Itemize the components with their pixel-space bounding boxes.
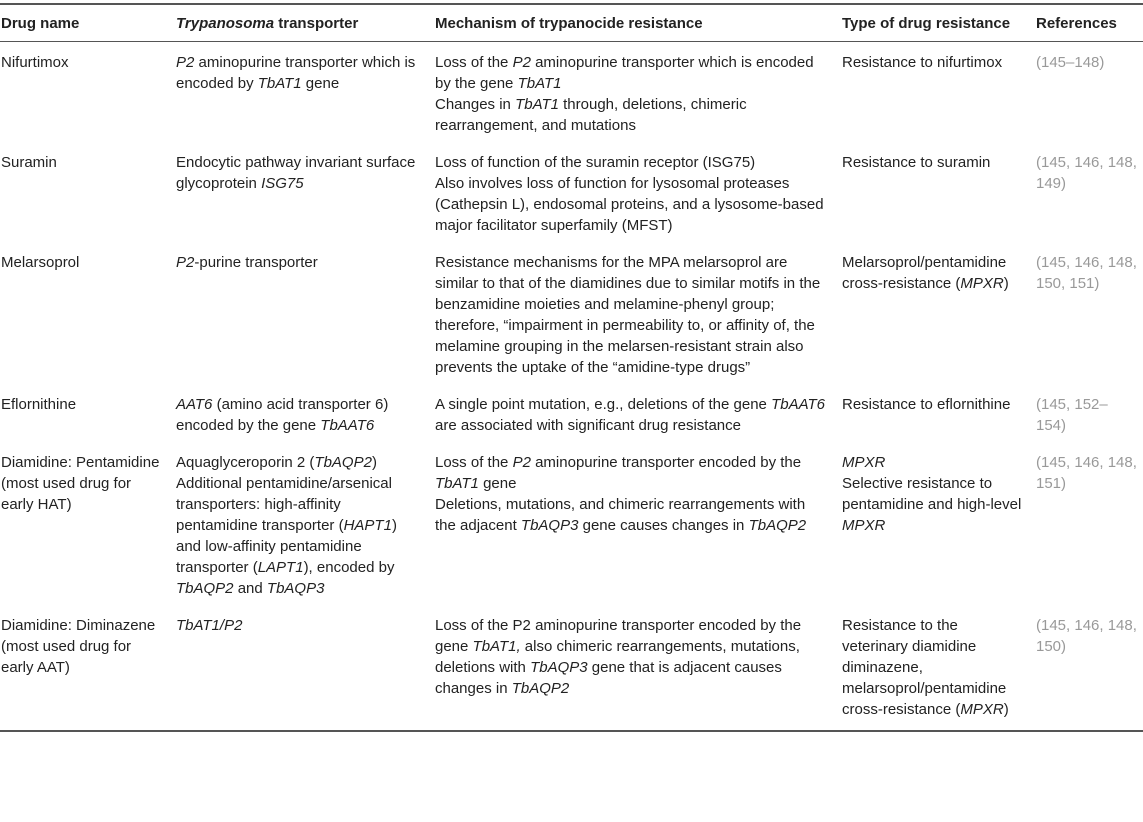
header-mechanism: Mechanism of trypanocide resistance (435, 15, 703, 32)
mechanism-text: Deletions, mutations, and chimeric rearrangements with the adjacent (435, 496, 806, 534)
transporter-text: Endocytic pathway invariant surface glycoprotein (176, 154, 416, 192)
transporter-text: HAPT1 (343, 517, 392, 534)
mechanism-line (435, 452, 830, 494)
mechanism-text: TbAQP2 (748, 517, 807, 534)
table-row (0, 442, 1143, 605)
cell-drug-name: Melarsoprol (1, 254, 80, 271)
cell-resistance-type (836, 242, 1030, 384)
table-row (0, 384, 1143, 442)
cell-references: (145, 146, 148, 149) (1036, 154, 1137, 192)
cell-drug-name: Suramin (1, 154, 57, 171)
table-body (0, 42, 1143, 732)
cell-mechanism (429, 42, 836, 143)
transporter-text: gene (301, 75, 340, 92)
resistance-type-line (842, 394, 1024, 415)
cell-drug-name: Diamidine: Pentamidine (most used drug for early HAT) (1, 454, 160, 513)
cell-transporter (170, 42, 429, 143)
resistance-type-text: Resistance to nifurtimox (842, 54, 1003, 71)
mechanism-text: gene (478, 475, 517, 492)
mechanism-line (435, 394, 830, 436)
mechanism-text: gene causes changes in (578, 517, 749, 534)
resistance-type-text: Resistance to the veterinary diamidine diminazene, melarsoprol/pentamidine cross-resistance ( (842, 617, 1007, 718)
transporter-text: TbAQP2 (176, 580, 234, 597)
table-row (0, 42, 1143, 143)
transporter-text: TbAT1 (257, 75, 302, 92)
mechanism-text: Also involves loss of function for lysosomal proteases (Cathepsin L), endosomal proteins, and a lysosome-based major facilitator superfamily (MFST) (435, 175, 824, 234)
transporter-text: TbAT1/P2 (176, 617, 243, 634)
table-row (0, 142, 1143, 242)
cell-mechanism (429, 242, 836, 384)
cell-resistance-type (836, 142, 1030, 242)
resistance-type-text: Selective resistance to pentamidine and high-level (842, 475, 1022, 513)
cell-mechanism (429, 442, 836, 605)
mechanism-text: P2 (512, 54, 531, 71)
transporter-line (176, 473, 423, 599)
transporter-text: TbAQP2 (314, 454, 372, 471)
cell-transporter (170, 242, 429, 384)
mechanism-line (435, 152, 830, 173)
mechanism-line (435, 252, 830, 378)
transporter-text: ) and low-affinity pentamidine transporter ( (176, 517, 397, 576)
header-drug-name: Drug name (1, 15, 80, 32)
transporter-line (176, 52, 423, 94)
cell-mechanism (429, 142, 836, 242)
resistance-type-text: ) (1003, 275, 1009, 292)
transporter-line (176, 252, 423, 273)
mechanism-text: TbAT1 (435, 475, 479, 492)
resistance-type-line (842, 473, 1024, 536)
transporter-text: -purine transporter (194, 254, 318, 271)
transporter-text: ISG75 (261, 175, 304, 192)
resistance-type-line (842, 615, 1024, 720)
mechanism-text: Loss of the (435, 454, 513, 471)
resistance-type-text: Resistance to suramin (842, 154, 991, 171)
resistance-type-text: Resistance to eflornithine (842, 396, 1011, 413)
transporter-text: Additional pentamidine/arsenical transporters: high-affinity pentamidine transporter ( (176, 475, 392, 534)
mechanism-line (435, 52, 830, 94)
resistance-type-text: Melarsoprol/pentamidine cross-resistance ( (842, 254, 1007, 292)
header-transporter-suffix: transporter (274, 15, 359, 32)
mechanism-text: Loss of the (435, 54, 513, 71)
cell-mechanism (429, 605, 836, 731)
drug-resistance-table (0, 3, 1143, 732)
transporter-text: P2 (176, 254, 195, 271)
mechanism-text: TbAT1 (515, 96, 559, 113)
transporter-text: ), encoded by (303, 559, 395, 576)
mechanism-text: Changes in (435, 96, 516, 113)
resistance-type-line (842, 252, 1024, 294)
transporter-text: TbAQP3 (266, 580, 325, 597)
mechanism-text: are associated with significant drug resistance (435, 417, 741, 434)
cell-transporter (170, 442, 429, 605)
transporter-text: AAT6 (176, 396, 213, 413)
mechanism-text: aminopurine transporter encoded by the (530, 454, 802, 471)
cell-mechanism (429, 384, 836, 442)
mechanism-line (435, 173, 830, 236)
cell-drug-name: Diamidine: Diminazene (most used drug for early AAT) (1, 617, 156, 676)
mechanism-text: aminopurine transporter which is encoded by the gene (435, 54, 814, 92)
cell-transporter (170, 605, 429, 731)
cell-references: (145, 146, 148, 151) (1036, 454, 1137, 492)
resistance-type-text: MPXR (960, 275, 1004, 292)
mechanism-text: TbAQP2 (511, 680, 570, 697)
transporter-line (176, 452, 423, 473)
mechanism-text: TbAAT6 (771, 396, 825, 413)
mechanism-text: gene that is adjacent causes changes in (435, 659, 782, 697)
header-transporter-genus: Trypanosoma (176, 15, 275, 32)
transporter-text: and (233, 580, 267, 597)
mechanism-text: P2 (512, 454, 531, 471)
mechanism-line (435, 615, 830, 699)
resistance-type-line (842, 152, 1024, 173)
transporter-text: Aquaglyceroporin 2 ( (176, 454, 315, 471)
header-transporter (170, 4, 429, 42)
cell-drug-name: Nifurtimox (1, 54, 69, 71)
header-references: References (1036, 15, 1117, 32)
mechanism-text: TbAT1, (472, 638, 521, 655)
header-row (0, 4, 1143, 42)
mechanism-line (435, 494, 830, 536)
transporter-text: P2 (176, 54, 195, 71)
cell-references: (145, 146, 148, 150) (1036, 617, 1137, 655)
mechanism-text: also chimeric rearrangements, mutations, deletions with (435, 638, 800, 676)
cell-references: (145, 152–154) (1036, 396, 1108, 434)
cell-resistance-type (836, 42, 1030, 143)
transporter-line (176, 152, 423, 194)
transporter-text: TbAAT6 (320, 417, 375, 434)
mechanism-text: TbAT1 (517, 75, 562, 92)
mechanism-text: TbAQP3 (530, 659, 588, 676)
cell-resistance-type (836, 384, 1030, 442)
transporter-text: LAPT1 (257, 559, 304, 576)
transporter-line (176, 615, 423, 636)
resistance-type-text: MPXR (842, 517, 886, 534)
cell-resistance-type (836, 605, 1030, 731)
resistance-type-text: ) (1003, 701, 1009, 718)
cell-resistance-type (836, 442, 1030, 605)
resistance-type-line (842, 452, 1024, 473)
cell-transporter (170, 142, 429, 242)
mechanism-text: Resistance mechanisms for the MPA melarsoprol are similar to that of the diamidines due to similar motifs in the benzamidine moieties and melamine-phenyl group; therefore, “impairment in permeability to, or affinity of, the melamine grouping in the melarsen-resistant strain also prevents the uptake of the “amidine-type drugs” (435, 254, 821, 376)
mechanism-text: Loss of function of the suramin receptor (ISG75) (435, 154, 756, 171)
cell-references: (145, 146, 148, 150, 151) (1036, 254, 1137, 292)
mechanism-line (435, 94, 830, 136)
table-row (0, 242, 1143, 384)
cell-transporter (170, 384, 429, 442)
resistance-type-text: MPXR (960, 701, 1004, 718)
transporter-text: (amino acid transporter 6) encoded by the gene (176, 396, 389, 434)
mechanism-text: Loss of the P2 aminopurine transporter encoded by the gene (435, 617, 802, 655)
header-resistance-type: Type of drug resistance (842, 15, 1011, 32)
cell-drug-name: Eflornithine (1, 396, 77, 413)
resistance-type-line (842, 52, 1024, 73)
table-row (0, 605, 1143, 731)
cell-references: (145–148) (1036, 54, 1105, 71)
transporter-text: aminopurine transporter which is encoded by (176, 54, 416, 92)
mechanism-text: through, deletions, chimeric rearrangement, and mutations (435, 96, 747, 134)
table-header (0, 4, 1143, 42)
resistance-type-text: MPXR (842, 454, 886, 471)
mechanism-text: A single point mutation, e.g., deletions of the gene (435, 396, 772, 413)
transporter-line (176, 394, 423, 436)
mechanism-text: TbAQP3 (520, 517, 579, 534)
transporter-text: ) (371, 454, 377, 471)
